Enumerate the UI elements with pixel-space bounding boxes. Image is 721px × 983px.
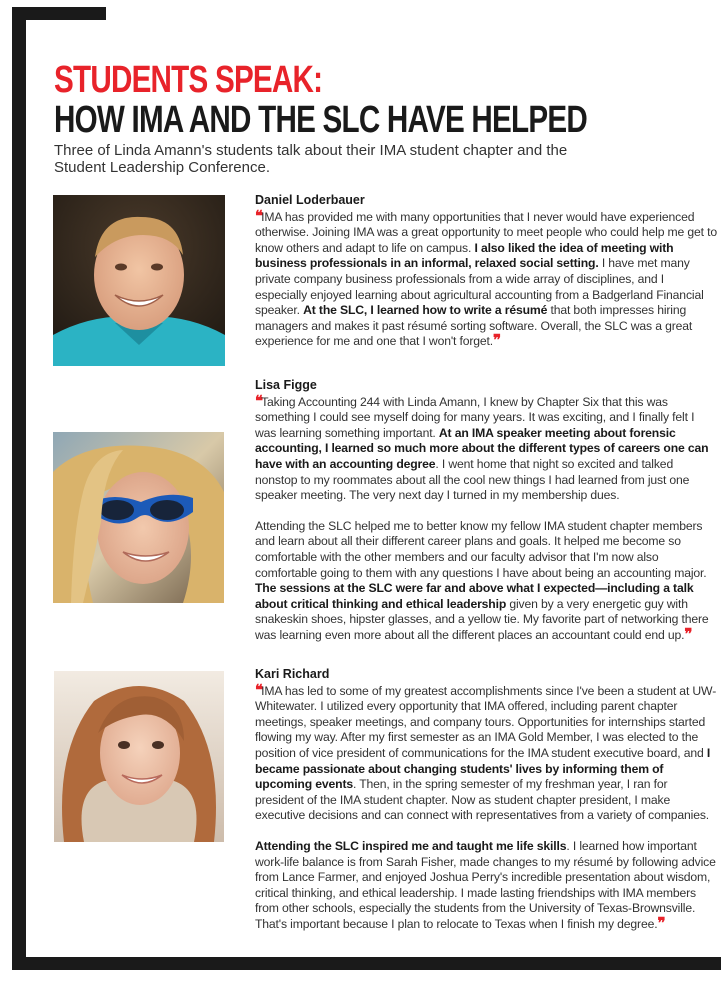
testimonial-lisa: [255, 378, 717, 644]
student-name: Kari Richard: [255, 667, 330, 681]
testimonial-body: [255, 206, 718, 350]
body-text: IMA has led to some of my greatest accomplishments since I've been a student at UW-Whitewater. I utilized every opportunity that IMA offered, including parent chapter meetings, speaker meetings, and company tours. Opportunities for internships started flowing my way. After my first semester as an IMA Gold Member, I was elected to the position of vice president of communications for the IMA student executive board, and: [255, 683, 717, 760]
body-text: Taking Accounting 244 with Linda Amann, I knew by Chapter Six that this was something I could see myself doing for many years. It was exciting, and I finally felt I was learning something important.: [255, 394, 695, 440]
testimonial-kari: [255, 667, 717, 933]
body-text: . I went home that night so excited and talked nonstop to my roommates about all the cool new things I had learned from just one speaker meeting. The very next day I turned in my membership dues.: [255, 456, 690, 503]
body-text: given by a very energetic guy with snakeskin shoes, hipster glasses, and a yellow tie. My favorite part of networking there was learning even more about all the different places an accountant could end up.: [255, 596, 709, 642]
photo-daniel-loderbauer: [53, 195, 225, 366]
photo-kari-richard: [54, 671, 224, 842]
testimonial-paragraph: [255, 680, 717, 824]
testimonial-paragraph: [255, 839, 717, 933]
headline-line-1: STUDENTS SPEAK:: [54, 59, 323, 101]
body-text: Attending the SLC helped me to better know my fellow IMA student chapter members and learn about all their different career plans and goals. It helped me become so comfortable with the other members and our faculty advisor that I'm now also comfortable going to them with any questions I have about being an accounting major.: [255, 518, 707, 580]
student-name: Lisa Figge: [255, 378, 317, 392]
highlighted-text: At the SLC, I learned how to write a résumé: [303, 303, 548, 318]
headline: [54, 60, 714, 140]
body-text: that both impresses hiring managers and makes it past résumé sorting software. Overall, the SLC was a great experience for me and one that I won't forget.: [255, 303, 693, 349]
highlighted-text: Attending the SLC inspired me and taught me life skills: [255, 838, 567, 853]
close-quote-icon: ❞: [657, 913, 664, 932]
student-name: Daniel Loderbauer: [255, 193, 365, 207]
close-quote-icon: ❞: [492, 331, 500, 350]
open-quote-icon: ❝: [255, 391, 262, 410]
frame-left-bar: [12, 7, 26, 970]
testimonial-paragraph: [255, 391, 717, 504]
testimonial-body: [255, 680, 717, 933]
testimonial-paragraph: [255, 206, 718, 350]
body-text: I have met many private company business professionals from a wide array of disciplines, and I especially enjoyed learning about agricultural accounting from a Badgerland Financial speaker.: [255, 256, 704, 318]
testimonial-daniel: [255, 193, 717, 350]
open-quote-icon: ❝: [255, 206, 262, 225]
highlighted-text: At an IMA speaker meeting about forensic accounting, I learned so much more about the different types of careers one can have with an accounting degree: [255, 425, 709, 471]
testimonial-paragraph: [255, 519, 717, 644]
subheadline: Three of Linda Amann's students talk about their IMA student chapter and the Student Leadership Conference.: [54, 142, 568, 176]
highlighted-text: The sessions at the SLC were far and above what I expected—including a talk about critical thinking and ethical leadership: [255, 581, 694, 611]
body-text: . I learned how important work-life balance is from Sarah Fisher, made changes to my résumé by following advice from Lance Farmer, and enjoyed Joshua Perry's incredible presentation about wisdom, critical thinking, and ethical leadership. I made lasting friendships with IMA members from other schools, especially the students from the University of Texas-Brownsville. That's important because I plan to relocate to Texas when I finish my degree.: [255, 838, 716, 931]
highlighted-text: I also liked the idea of meeting with business professionals in an informal, relaxed social setting.: [255, 240, 674, 271]
photo-lisa-figge: [53, 432, 224, 603]
headline-line-2: HOW IMA AND THE SLC HAVE HELPED: [54, 99, 587, 141]
frame-top-bar: [12, 7, 106, 20]
open-quote-icon: ❝: [255, 680, 262, 699]
close-quote-icon: ❞: [684, 624, 691, 643]
frame-bottom-bar: [12, 957, 721, 970]
testimonial-body: [255, 391, 717, 644]
highlighted-text: I became passionate about changing students' lives by informing them of upcoming events: [255, 745, 711, 792]
body-text: . Then, in the spring semester of my freshman year, I ran for president of the IMA student chapter. Now as student chapter president, I make executive decisions and can connect with representatives from a variety of companies.: [255, 777, 709, 823]
body-text: IMA has provided me with many opportunities that I never would have experienced otherwise. Joining IMA was a great opportunity to meet people who could help me get to know others and adapt to life on campus.: [255, 209, 718, 255]
